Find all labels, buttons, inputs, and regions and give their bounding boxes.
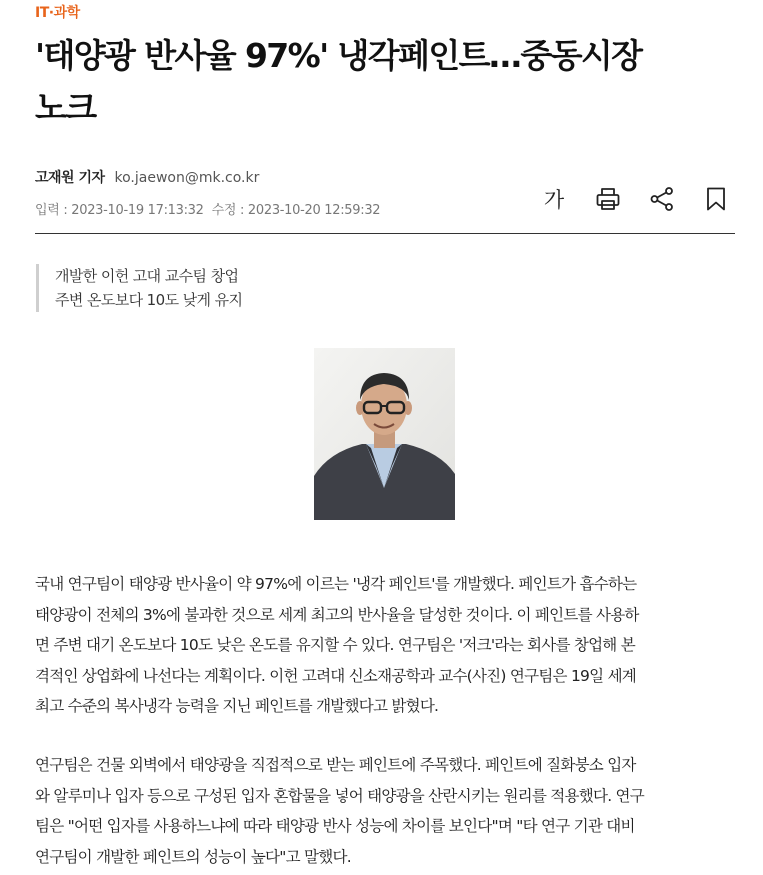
paragraph-line: 연구팀이 개발한 페인트의 성능이 높다"고 말했다. [35,847,351,866]
paragraph-line: 면 주변 대기 온도보다 10도 낮은 온도를 유지할 수 있다. 연구팀은 '저크'라는 회사를 창업해 본 [35,636,635,654]
reporter-email[interactable]: ko.jaewon@mk.co.kr [114,170,260,186]
paragraph-line: 팀은 "어떤 입자를 사용하느냐에 따라 태양광 반사 성능에 차이를 보인다"며 "타 연구 기관 대비 [35,817,635,835]
article-toolbar [538,183,732,215]
share-icon [649,186,675,212]
paragraph-line: 태양광이 전체의 3%에 불과한 것으로 세계 최고의 반사율을 달성한 것이다. 이 페인트를 사용하 [35,605,639,624]
article-subheadings [36,264,242,312]
header-divider [35,233,735,234]
reporter-name[interactable]: 고재원 기자 [35,170,105,186]
print-icon [595,186,621,212]
portrait-image [314,348,455,520]
article-photo [314,348,455,520]
paragraph-line: 연구팀은 건물 외벽에서 태양광을 직접적으로 받는 페인트에 주목했다. 페인트에 질화붕소 입자 [35,756,636,774]
article-headline [35,30,725,134]
print-button[interactable] [592,183,624,215]
paragraph-line: 와 알루미나 입자 등으로 구성된 입자 혼합물을 넣어 태양광을 산란시키는 원리를 적용했다. 연구 [35,786,645,805]
headline-line: 노크 [35,88,96,127]
article-dates [35,199,380,218]
subheading: 개발한 이헌 고대 교수팀 창업 [55,267,239,285]
bookmark-button[interactable] [700,183,732,215]
headline-line: '태양광 반사율 97%' 냉각페인트…중동시장 [35,36,642,75]
byline [35,167,259,187]
category-label[interactable]: IT·과학 [35,5,80,21]
modified-date: 수정 : 2023-10-20 12:59:32 [211,203,381,218]
published-date: 입력 : 2023-10-19 17:13:32 [35,203,204,218]
article-paragraph [35,569,735,722]
article-paragraph [35,750,735,872]
paragraph-line: 국내 연구팀이 태양광 반사율이 약 97%에 이르는 '냉각 페인트'를 개발했다. 페인트가 흡수하는 [35,575,637,593]
bookmark-icon [703,186,729,212]
share-button[interactable] [646,183,678,215]
subheading: 주변 온도보다 10도 낮게 유지 [55,291,243,309]
paragraph-line: 최고 수준의 복사냉각 능력을 지닌 페인트를 개발했다고 밝혔다. [35,697,439,715]
font-size-button[interactable]: 가 [543,188,565,212]
paragraph-line: 격적인 상업화에 나선다는 계획이다. 이헌 고려대 신소재공학과 교수(사진) 연구팀은 19일 세계 [35,666,637,685]
